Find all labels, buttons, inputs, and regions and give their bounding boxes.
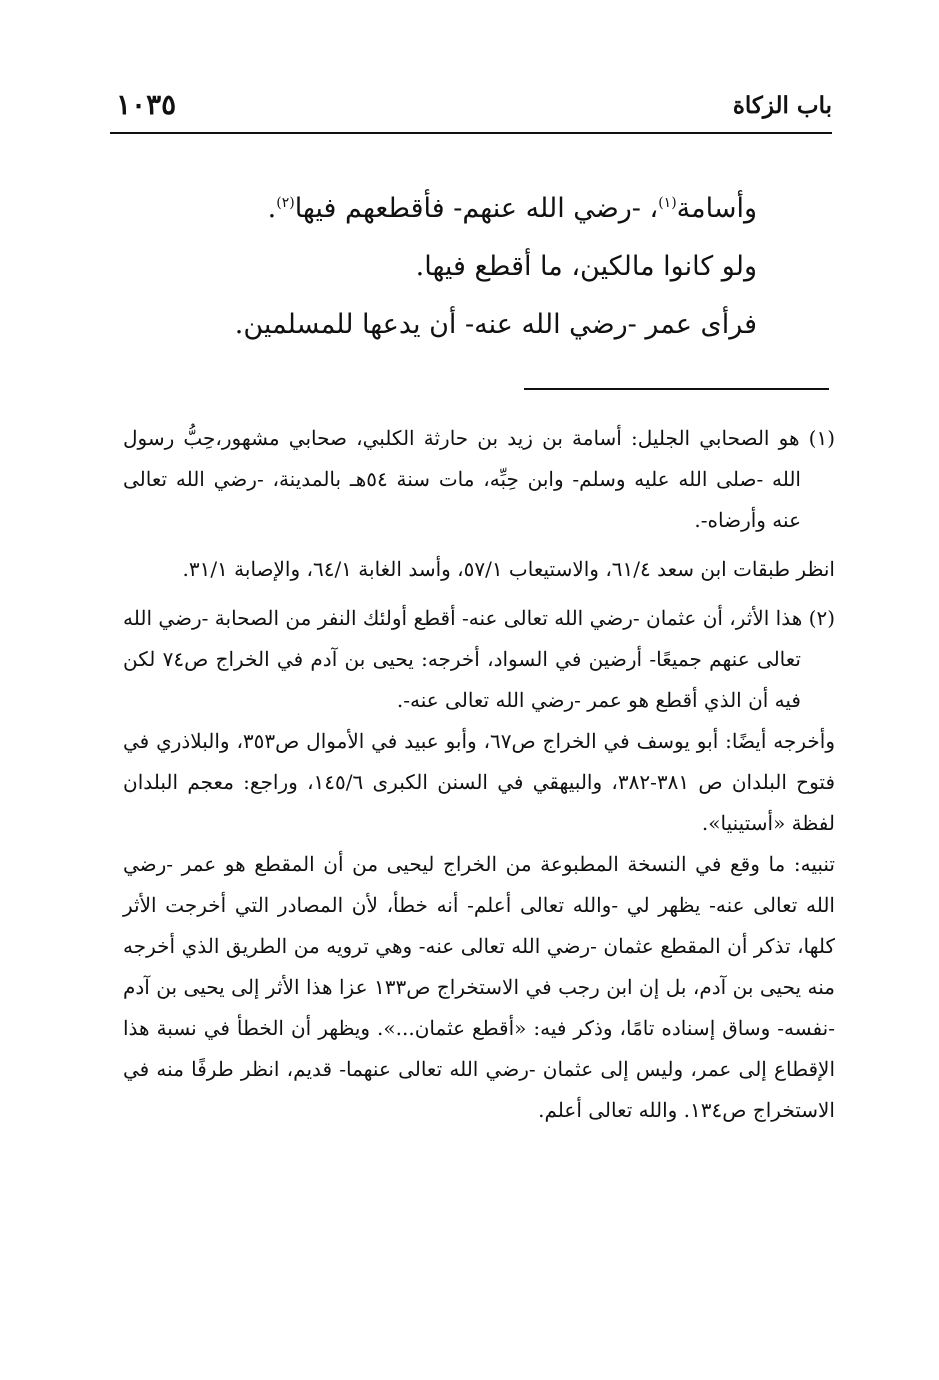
footnote-ref-2: (٢) — [276, 195, 295, 211]
footnote-2-paragraph-3: تنبيه: ما وقع في النسخة المطبوعة من الخراج ليحيى من أن المقطع هو عمر -رضي الله تعالى عنه- يظهر لي -والله تعالى أعلم- أنه خطأ، لأن المصادر التي أخرجت الأثر كلها، تذكر أن المقطع عثمان -رضي الله تعالى عنه- وهي ترويه من الطريق الذي أخرجه منه يحيى بن آدم، بل إن ابن رجب في الاستخراج ص١٣٣ عزا هذا الأثر إلى يحيى بن آدم -نفسه- وساق إسناده تامًا، وذكر فيه: «أقطع عثمان...». ويظهر أن الخطأ في نسبة هذا الإقطاع إلى عمر، وليس إلى عثمان -رضي الله تعالى عنهما- قديم، انظر طرفًا منه في الاستخراج ص١٣٤. والله تعالى أعلم. — [123, 852, 835, 1122]
footnote-2 — [123, 598, 835, 1131]
main-line-3: فرأى عمر -رضي الله عنه- أن يدعها للمسلمين. — [234, 309, 757, 340]
footnote-1-paragraph-2: انظر طبقات ابن سعد ٦١/٤، والاستيعاب ٥٧/١، وأسد الغابة ٦٤/١، والإصابة ٣١/١. — [182, 557, 835, 581]
main-line-1-start: وأسامة — [676, 193, 757, 224]
footnote-1 — [123, 418, 835, 590]
footnote-ref-1: (١) — [658, 195, 677, 211]
main-line-2: ولو كانوا مالكين، ما أقطع فيها. — [415, 251, 757, 282]
main-line-1 — [157, 174, 757, 238]
page-number: ١٠٣٥ — [116, 88, 177, 121]
main-line-1-middle: ، -رضي الله عنهم- فأقطعهم فيها — [294, 193, 659, 224]
main-text — [157, 174, 757, 354]
main-line-1-end: . — [267, 193, 277, 224]
footnote-separator — [524, 388, 829, 390]
footnote-2-paragraph-2: وأخرجه أيضًا: أبو يوسف في الخراج ص٦٧، وأبو عبيد في الأموال ص٣٥٣، والبلاذري في فتوح البلدان ص ٣٨١-٣٨٢، والبيهقي في السنن الكبرى ١٤٥/٦، وراجع: معجم البلدان لفظة «أستينيا». — [123, 729, 836, 835]
running-title: باب الزكاة — [732, 92, 832, 119]
footnote-1-paragraph-1: (١) هو الصحابي الجليل: أسامة بن زيد بن حارثة الكلبي، صحابي مشهور،حِبُّ رسول الله -صلى الله عليه وسلم- وابن حِبِّه، مات سنة ٥٤هـ بالمدينة، -رضي الله تعالى عنه وأرضاه-. — [123, 426, 835, 532]
footnote-2-paragraph-1: (٢) هذا الأثر، أن عثمان -رضي الله تعالى عنه- أقطع أولئك النفر من الصحابة -رضي الله تعالى عنهم جميعًا- أرضين في السواد، أخرجه: يحيى بن آدم في الخراج ص٧٤ لكن فيه أن الذي أقطع هو عمر -رضي الله تعالى عنه-. — [123, 606, 835, 712]
footnotes — [123, 418, 835, 1135]
header-rule — [110, 132, 832, 134]
page-header — [110, 88, 832, 132]
